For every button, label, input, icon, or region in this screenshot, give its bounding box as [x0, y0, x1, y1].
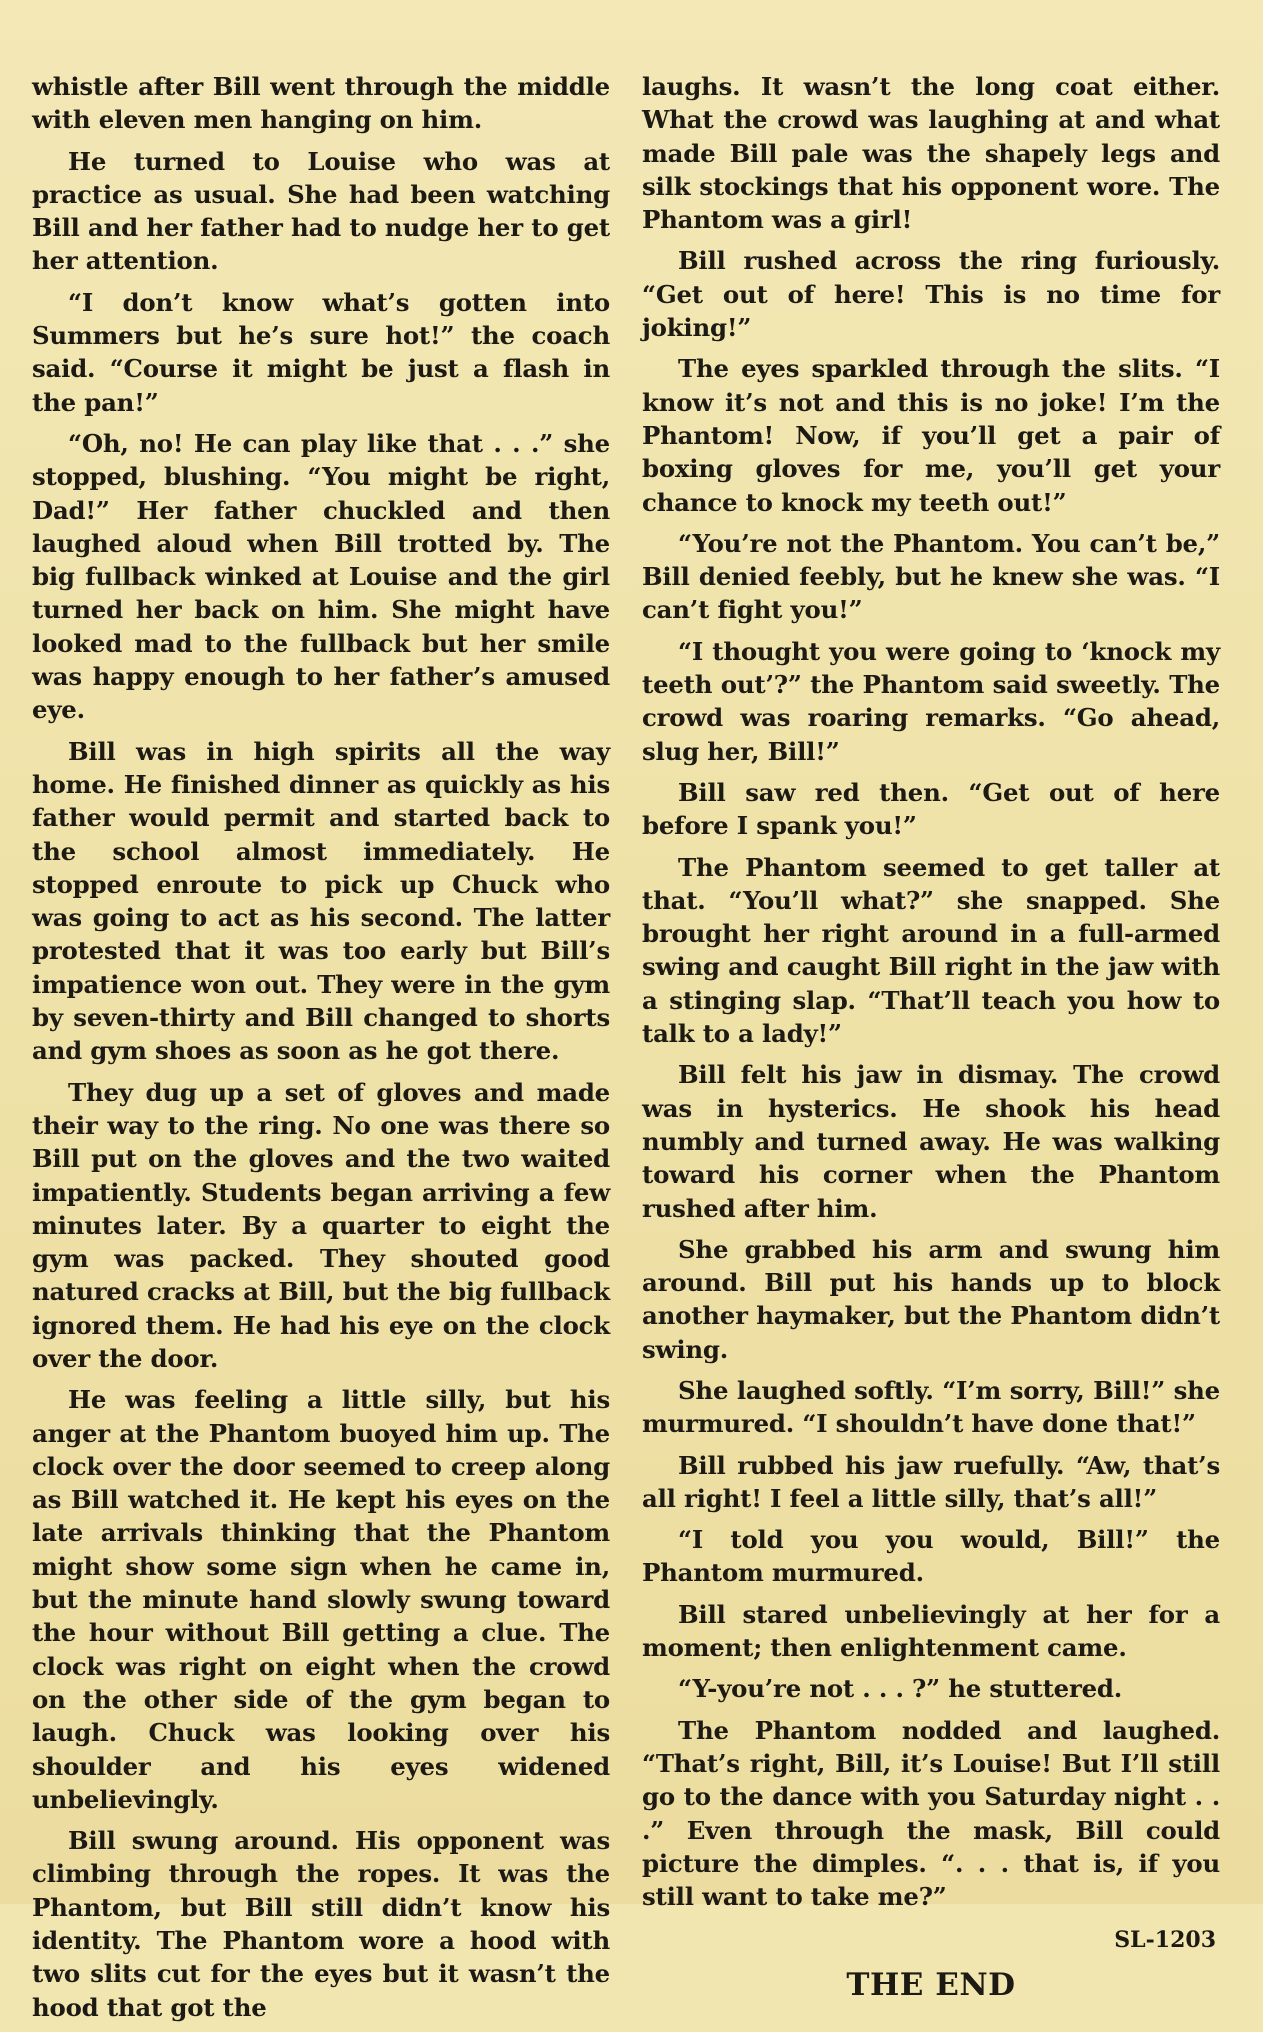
left-column — [32, 70, 610, 2032]
paragraph: Bill stared unbelievingly at her for a moment; then enlightenment came. — [642, 1599, 1220, 1663]
paragraph: “Y-you’re not . . . ?” he stuttered. — [678, 1674, 1123, 1704]
the-end-label: THE END — [846, 1967, 1016, 2004]
paragraph: “I thought you were going to ‘knock my teeth out’?” the Phantom said sweetly. The crowd was roaring remarks. “Go ahead, slug her, Bill!” — [642, 636, 1220, 766]
paragraph: Bill swung around. His opponent was climbing through the ropes. It was the Phantom, but Bill still didn’t know his identity. The Phantom wore a hood with two slits cut for the eyes but it wasn’t the hood that got the — [32, 1826, 610, 2022]
paragraph: He turned to Louise who was at practice as usual. She had been watching Bill and her father had to nudge her to get her attention. — [32, 146, 610, 276]
paragraph: Bill felt his jaw in dismay. The crowd was in hysterics. He shook his head numbly and turned away. He was walking toward his corner when the Phantom rushed after him. — [642, 1060, 1220, 1223]
paragraph: laughs. It wasn’t the long coat either. What the crowd was laughing at and what made Bill pale was the shapely legs and silk stockings that his opponent wore. The Phantom was a girl! — [642, 72, 1220, 235]
paragraph: Bill was in high spirits all the way home. He finished dinner as quickly as his father would permit and started back to the school almost immediately. He stopped enroute to pick up Chuck who was going to act as his second. The latter protested that it was too early but Bill’s impatience won out. They were in the gym by seven-thirty and Bill changed to shorts and gym shoes as soon as he got there. — [32, 736, 610, 1066]
paragraph: The Phantom nodded and laughed. “That’s right, Bill, it’s Louise! But I’ll still go to the dance with you Saturday night . . .” Even through the mask, Bill could picture the dimples. “. . . that is, if you still want to take me?” — [642, 1715, 1220, 1912]
paragraph: The eyes sparkled through the slits. “I know it’s not and this is no joke! I’m the Phantom! Now, if you’ll get a pair of boxing gloves for me, you’ll get your chance to knock my teeth out!” — [642, 354, 1220, 517]
right-column — [642, 70, 1220, 2005]
paragraph: She laughed softly. “I’m sorry, Bill!” she murmured. “I shouldn’t have done that!” — [642, 1375, 1220, 1439]
paragraph: whistle after Bill went through the middle with eleven men hanging on him. — [32, 72, 610, 135]
paragraph: He was feeling a little silly, but his anger at the Phantom buoyed him up. The clock over the door seemed to creep along as Bill watched it. He kept his eyes on the late arrivals thinking that the Phantom might show some sign when he came in, but the minute hand slowly swung toward the hour without Bill getting a clue. The clock was right on eight when the crowd on the other side of the gym began to laugh. Chuck was looking over his shoulder and his eyes widened unbelievingly. — [32, 1385, 610, 1814]
paragraph: Bill rushed across the ring furiously. “Get out of here! This is no time for joking!” — [642, 246, 1220, 343]
paragraph: “You’re not the Phantom. You can’t be,” Bill denied feebly, but he knew she was. “I can’t fight you!” — [642, 528, 1220, 625]
paragraph: “I don’t know what’s gotten into Summers but he’s sure hot!” the coach said. “Course it might be just a flash in the pan!” — [32, 287, 610, 417]
paragraph: She grabbed his arm and swung him around. Bill put his hands up to block another haymaker, but the Phantom didn’t swing. — [642, 1234, 1220, 1364]
story-code: SL-1203 — [1114, 1927, 1216, 1954]
paragraph: Bill rubbed his jaw ruefully. “Aw, that’s all right! I feel a little silly, that’s all!” — [642, 1450, 1220, 1513]
paragraph: They dug up a set of gloves and made their way to the ring. No one was there so Bill put on the gloves and the two waited impatiently. Students began arriving a few minutes later. By a quarter to eight the gym was packed. They shouted good natured cracks at Bill, but the big fullback ignored them. He had his eye on the clock over the door. — [32, 1077, 610, 1373]
paragraph: “I told you you would, Bill!” the Phantom murmured. — [642, 1525, 1220, 1588]
paragraph: “Oh, no! He can play like that . . .” she stopped, blushing. “You might be right, Dad!” Her father chuckled and then laughed aloud when Bill trotted by. The big fullback winked at Louise and the girl turned her back on him. She might have looked mad to the fullback but her smile was happy enough to her father’s amused eye. — [32, 428, 610, 725]
paragraph: The Phantom seemed to get taller at that. “You’ll what?” she snapped. She brought her right around in a full-armed swing and caught Bill right in the jaw with a stinging slap. “That’ll teach you how to talk to a lady!” — [642, 852, 1220, 1049]
paragraph: Bill saw red then. “Get out of here before I spank you!” — [642, 777, 1220, 841]
